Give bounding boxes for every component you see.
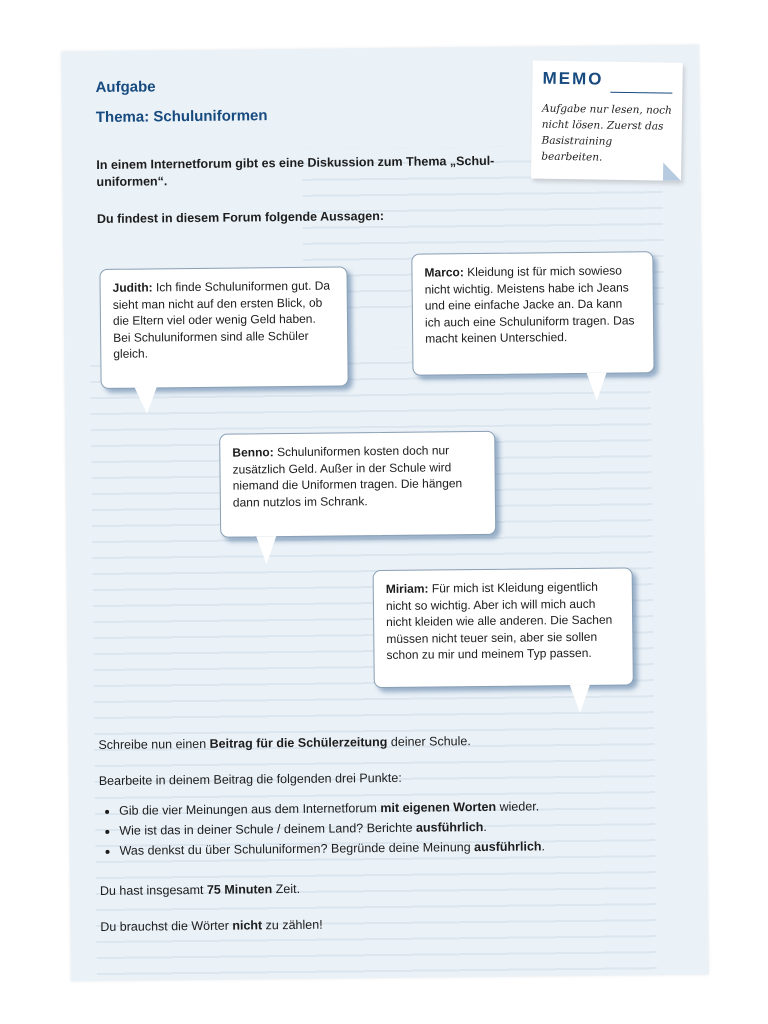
bubble-tail [570, 685, 590, 713]
word-count-note: Du brauchst die Wörter nicht zu zählen! [100, 917, 323, 935]
write-instruction [98, 731, 658, 754]
speech-text: Schuluniformen kosten doch nur zusätzlich Geld. Außer in der Schule wird niemand die Uniformen tragen. Die hängen dann nutzlos im Schrank. [232, 443, 463, 510]
speech-text: Für mich ist Kleidung eigentlich nicht so wichtig. Aber ich will mich auch nicht kleiden wie alle anderen. Die Sachen müssen nicht teuer sein, aber sie sollen schon zu mir und meinem Typ passen. [385, 579, 613, 662]
time-note: Du hast insgesamt 75 Minuten Zeit. [99, 881, 301, 899]
speaker-name: Judith: [112, 280, 153, 295]
topic-title: Thema: Schuluniformen [95, 107, 268, 127]
speech-bubble-benno [219, 431, 496, 538]
speaker-name: Marco: [424, 265, 464, 280]
memo-text: Aufgabe nur lesen, noch nicht lösen. Zuerst das Basistraining bearbeiten. [541, 102, 672, 164]
bubble-tail [587, 373, 607, 401]
speech-bubble-marco [411, 251, 654, 376]
worksheet-page [61, 45, 709, 982]
speaker-name: Benno: [232, 445, 274, 460]
intro-text-2: Du findest in diesem Forum folgende Aussagen: [96, 208, 385, 227]
speaker-name: Miriam: [385, 581, 429, 596]
memo-title: MEMO [542, 68, 604, 89]
list-item: • Gib die vier Meinungen aus dem Internetforum mit eigenen Worten wieder. [119, 795, 699, 821]
points-intro: Bearbeite in deinem Beitrag die folgenden drei Punkte: [98, 770, 402, 789]
memo-note [531, 60, 683, 180]
task-label: Aufgabe [95, 78, 156, 97]
list-item: • Wie ist das in deiner Schule / deinem Land? Berichte ausführlich. [119, 815, 699, 841]
speech-bubble-judith [99, 266, 348, 389]
task-points-list [99, 795, 700, 861]
intro-text: In einem Internetforum gibt es eine Diskussion zum Thema „Schul-uniformen“. [96, 153, 495, 190]
write-bold: Beitrag für die Schülerzeitung [209, 734, 388, 751]
bubble-tail [256, 536, 276, 564]
speech-text: Kleidung ist für mich sowieso nicht wichtig. Meistens habe ich Jeans und eine einfache Jacke an. Da kann ich auch eine Schuluniform tragen. Das macht keinen Unterschied. [424, 263, 635, 346]
speech-bubble-miriam [373, 567, 634, 688]
bubble-tail [135, 387, 157, 413]
write-text: Schreibe nun einen [98, 736, 210, 753]
write-text-end: deiner Schule. [387, 734, 471, 749]
speech-text: Ich finde Schuluniformen gut. Da sieht man nicht auf den ersten Blick, ob die Eltern viel oder wenig Geld haben. Bei Schuluniformen sind alle Schüler gleich. [112, 278, 331, 361]
memo-line [610, 92, 672, 94]
list-item: • Was denkst du über Schuluniformen? Begründe deine Meinung ausführlich. [119, 835, 699, 861]
memo-fold [663, 163, 681, 181]
